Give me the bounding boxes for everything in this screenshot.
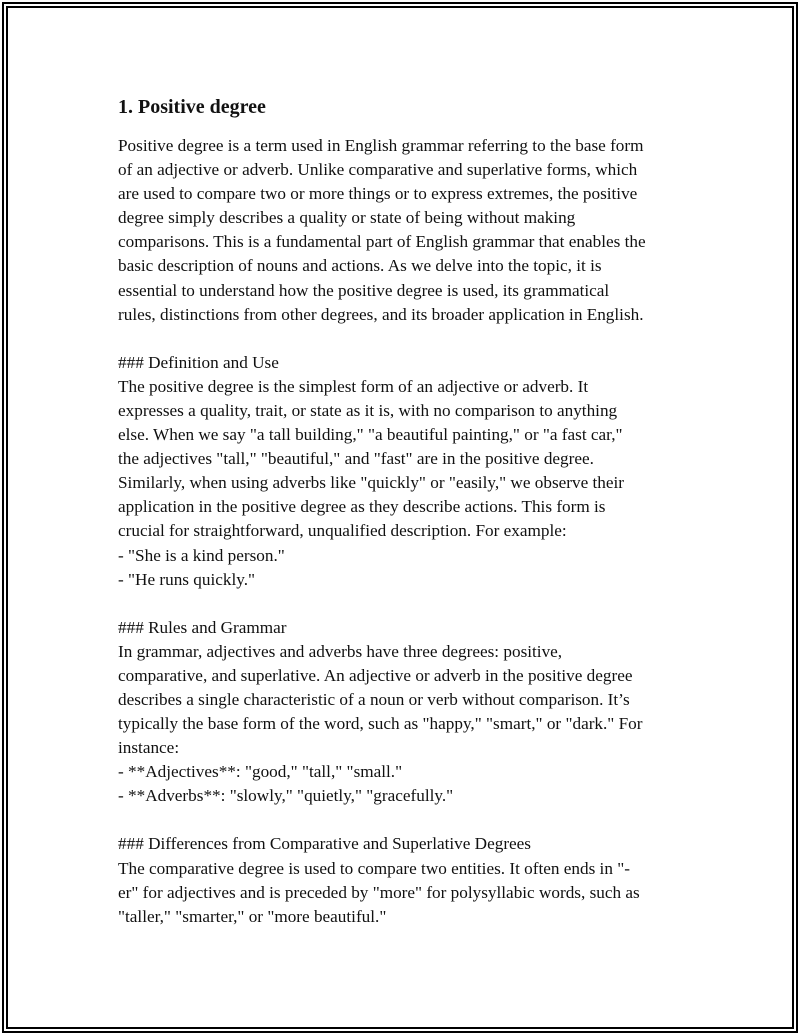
text-line: - "He runs quickly." (118, 569, 256, 589)
text-line: instance: (118, 738, 180, 758)
text-line: - "She is a kind person." (118, 545, 285, 565)
text-line: describes a single characteristic of a noun or verb without comparison. It’s (118, 689, 630, 709)
text-line: The positive degree is the simplest form of an adjective or adverb. It (118, 376, 589, 396)
text-line: application in the positive degree as they describe actions. This form is (118, 497, 606, 517)
text-line: The comparative degree is used to compare two entities. It often ends in "- (118, 858, 630, 878)
paragraph-block (118, 832, 688, 928)
text-line: essential to understand how the positive degree is used, its grammatical (118, 280, 610, 300)
text-line: typically the base form of the word, such as "happy," "smart," or "dark." For (118, 714, 643, 734)
text-line: Positive degree is a term used in English grammar referring to the base form (118, 136, 644, 155)
text-line: - **Adjectives**: "good," "tall," "small." (118, 762, 403, 782)
text-line: expresses a quality, trait, or state as it is, with no comparison to anything (118, 400, 618, 420)
text-line: are used to compare two or more things or to express extremes, the positive (118, 184, 638, 204)
text-line: degree simply describes a quality or state of being without making (118, 208, 576, 228)
text-line: comparative, and superlative. An adjective or adverb in the positive degree (118, 665, 633, 685)
document-paragraphs (118, 134, 688, 929)
text-line: ### Differences from Comparative and Superlative Degrees (118, 834, 531, 854)
text-line: comparisons. This is a fundamental part of English grammar that enables the (118, 232, 646, 252)
text-line: In grammar, adjectives and adverbs have three degrees: positive, (118, 641, 563, 661)
text-line: the adjectives "tall," "beautiful," and "fast" are in the positive degree. (118, 449, 594, 469)
text-line: crucial for straightforward, unqualified description. For example: (118, 521, 567, 541)
text-line: rules, distinctions from other degrees, and its broader application in English. (118, 304, 644, 324)
text-line: of an adjective or adverb. Unlike comparative and superlative forms, which (118, 160, 638, 180)
paragraph-block (118, 616, 688, 809)
text-line: ### Definition and Use (118, 352, 279, 372)
text-line: ### Rules and Grammar (118, 617, 287, 637)
text-line: "taller," "smarter," or "more beautiful." (118, 906, 387, 926)
paragraph-block (118, 351, 688, 592)
text-line: Similarly, when using adverbs like "quickly" or "easily," we observe their (118, 473, 625, 493)
paragraph-block (118, 134, 688, 327)
document-body (118, 93, 688, 953)
page-title: 1. Positive degree (118, 96, 266, 118)
text-line: basic description of nouns and actions. As we delve into the topic, it is (118, 256, 602, 276)
text-line: - **Adverbs**: "slowly," "quietly," "gracefully." (118, 786, 454, 806)
text-line: er" for adjectives and is preceded by "more" for polysyllabic words, such as (118, 882, 640, 902)
text-line: else. When we say "a tall building," "a beautiful painting," or "a fast car," (118, 425, 623, 445)
